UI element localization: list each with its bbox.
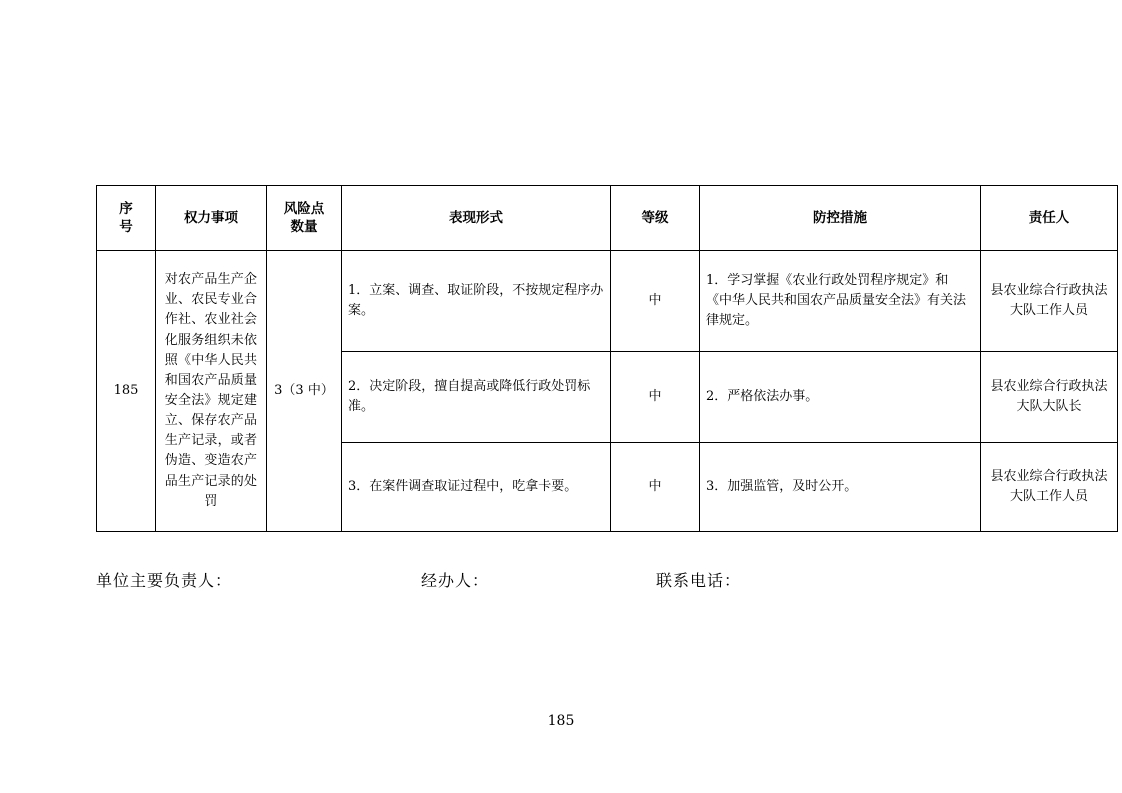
table-header: [97, 186, 1118, 251]
table-row: [97, 251, 1118, 352]
cell-risk-count: 3（3 中）: [267, 251, 342, 532]
column-header-form: 表现形式: [342, 186, 611, 251]
cell-measure: 2．严格依法办事。: [700, 352, 981, 443]
cell-seq: 185: [97, 251, 156, 532]
column-header-risk-line2: 数量: [290, 219, 318, 235]
cell-item: 对农产品生产企业、农民专业合作社、农业社会化服务组织未依照《中华人民共和国农产品质量安全法》规定建立、保存农产品生产记录，或者伪造、变造农产品生产记录的处罚: [156, 251, 267, 532]
column-header-risk-count: [267, 186, 342, 251]
column-header-item: 权力事项: [156, 186, 267, 251]
cell-person: 县农业综合行政执法大队大队长: [981, 352, 1118, 443]
cell-level: 中: [611, 352, 700, 443]
cell-measure: 3．加强监管，及时公开。: [700, 443, 981, 532]
page-number: 185: [547, 713, 575, 729]
signature-phone-label: 联系电话：: [656, 571, 742, 590]
signature-unit-head-label: 单位主要负责人：: [96, 571, 233, 590]
cell-measure: 1．学习掌握《农业行政处罚程序规定》和《中华人民共和国农产品质量安全法》有关法律规定。: [700, 251, 981, 352]
column-header-measure: 防控措施: [700, 186, 981, 251]
cell-form: 3．在案件调查取证过程中，吃拿卡要。: [342, 443, 611, 532]
cell-person: 县农业综合行政执法大队工作人员: [981, 251, 1118, 352]
cell-level: 中: [611, 251, 700, 352]
column-header-person: 责任人: [981, 186, 1118, 251]
cell-person: 县农业综合行政执法大队工作人员: [981, 443, 1118, 532]
table-body: [97, 251, 1118, 532]
column-header-seq: [97, 186, 156, 251]
column-header-risk-line1: 风险点: [283, 200, 325, 217]
column-header-seq-line2: 号: [119, 219, 133, 235]
column-header-level: 等级: [611, 186, 700, 251]
table-header-row: [97, 186, 1118, 251]
risk-control-table: [96, 185, 1118, 532]
cell-form: 1．立案、调查、取证阶段，不按规定程序办案。: [342, 251, 611, 352]
cell-level: 中: [611, 443, 700, 532]
column-header-seq-line1: 序: [119, 200, 133, 217]
cell-form: 2．决定阶段，擅自提高或降低行政处罚标准。: [342, 352, 611, 443]
signature-handler-label: 经办人：: [421, 571, 490, 590]
